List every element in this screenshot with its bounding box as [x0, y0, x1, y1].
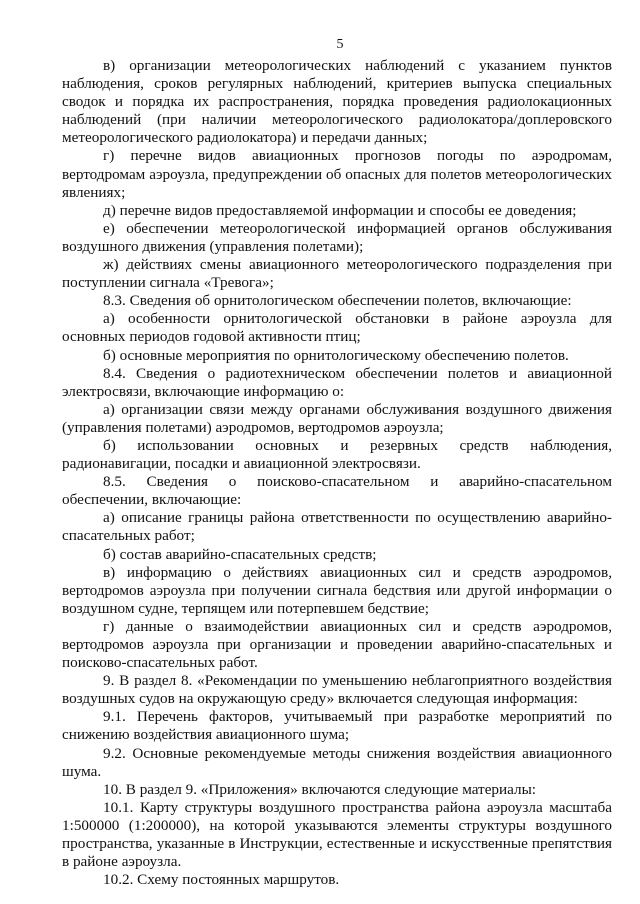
paragraph-section-8-recommendations: 9. В раздел 8. «Рекомендации по уменьшению неблагоприятного воздействия воздушных судов на окружающую среду» включается следующая информация: [62, 672, 612, 708]
paragraph-8-5-heading: 8.5. Сведения о поисково-спасательном и аварийно-спасательном обеспечении, включающие: [62, 473, 612, 509]
paragraph-9-2-methods: 9.2. Основные рекомендуемые методы снижения воздействия авиационного шума. [62, 744, 612, 780]
paragraph-forecast-types: г) перечне видов авиационных прогнозов погоды по аэродромам, вертодромам аэроузла, предупреждении об опасных для полетов метеорологических явлениях; [62, 147, 612, 201]
paragraph-communication-org: а) организации связи между органами обслуживания воздушного движения (управления полетами) аэродромов, вертодромов аэроузла; [62, 400, 612, 436]
paragraph-responsibility-area: а) описание границы района ответственности по осуществлению аварийно-спасательных работ; [62, 509, 612, 545]
paragraph-atc-meteo-info: е) обеспечении метеорологической информацией органов обслуживания воздушного движения (управления полетами); [62, 219, 612, 255]
paragraph-interaction-data: г) данные о взаимодействии авиационных сил и средств аэродромов, вертодромов аэроузла при организации и проведении аварийно-спасательных и поисково-спасательных работ. [62, 617, 612, 672]
paragraph-alarm-actions: ж) действиях смены авиационного метеорологического подразделения при поступлении сигнала «Тревога»; [62, 256, 612, 292]
paragraph-9-1-factors: 9.1. Перечень факторов, учитываемый при разработке мероприятий по снижению воздействия авиационного шума; [62, 708, 612, 744]
paragraph-surveillance-means: б) использовании основных и резервных средств наблюдения, радионавигации, посадки и авиационной электросвязи. [62, 436, 612, 473]
paragraph-10-2-routes-scheme: 10.2. Схему постоянных маршрутов. [103, 871, 340, 889]
paragraph-rescue-means: б) состав аварийно-спасательных средств; [103, 545, 377, 563]
paragraph-distress-actions: в) информацию о действиях авиационных сил и средств аэродромов, вертодромов аэроузла при получении сигнала бедствия или другой информации о воздушном судне, терпящем или потерпевшем бедствие; [62, 563, 612, 617]
paragraph-section-9-appendices: 10. В раздел 9. «Приложения» включаются следующие материалы: [103, 780, 537, 798]
paragraph-10-1-airspace-map: 10.1. Карту структуры воздушного пространства района аэроузла масштаба 1:500000 (1:200000), на которой указываются элементы структуры воздушного пространства, указанные в Инструкции, естественные и искусственные препятствия в районе аэроузла. [62, 798, 612, 871]
paragraph-meteo-observations: в) организации метеорологических наблюдений с указанием пунктов наблюдения, сроков регулярных наблюдений, критериев выпуска специальных сводок и порядка их распространения, порядка проведения радиолокационных наблюдений (при наличии метеорологического радиолокатора/доплеровского метеорологического радиолокатора) и передачи данных; [62, 57, 612, 147]
paragraph-bird-measures: б) основные мероприятия по орнитологическому обеспечению полетов. [103, 346, 569, 364]
paragraph-8-3-heading: 8.3. Сведения об орнитологическом обеспечении полетов, включающие: [103, 292, 572, 310]
paragraph-bird-situation: а) особенности орнитологической обстановки в районе аэроузла для основных периодов годовой активности птиц; [62, 310, 612, 346]
paragraph-info-types: д) перечне видов предоставляемой информации и способы ее доведения; [103, 201, 577, 219]
document-body [62, 57, 612, 889]
paragraph-8-4-heading: 8.4. Сведения о радиотехническом обеспечении полетов и авиационной электросвязи, включающие информацию о: [62, 364, 612, 400]
page-number: 5 [336, 37, 344, 52]
